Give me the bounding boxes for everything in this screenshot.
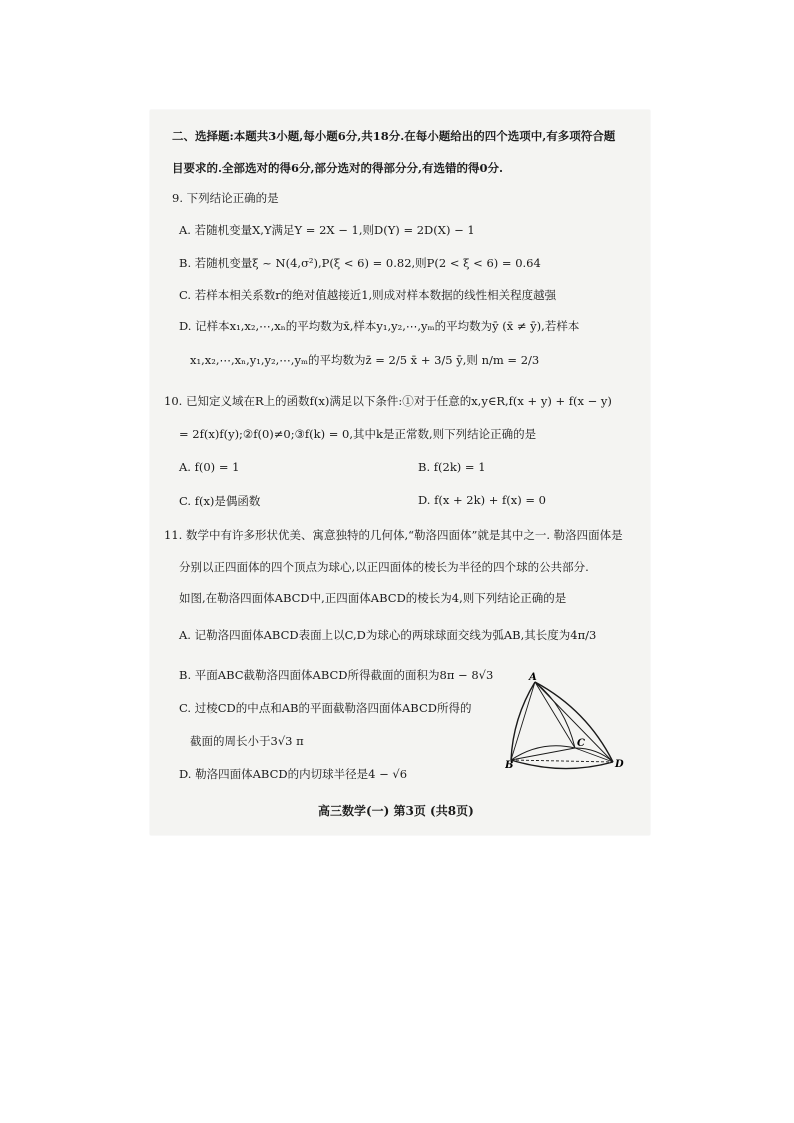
q9-option-d-line1: D. 记样本x₁,x₂,⋯,xₙ的平均数为x̄,样本y₁,y₂,⋯,yₘ的平均数为ȳ (x̄ ≠ ȳ),若样本 — [179, 319, 580, 333]
q11-option-b: B. 平面ABC截勒洛四面体ABCD所得截面的面积为8π − 8√3 — [179, 668, 494, 682]
section-heading-line2: 目要求的.全部选对的得6分,部分选对的得部分分,有选错的得0分. — [172, 161, 504, 175]
figure-label-b: B — [505, 760, 514, 771]
q9-option-d-line2: x₁,x₂,⋯,xₙ,y₁,y₂,⋯,yₘ的平均数为z̄ = 2/5 x̄ + 3/5 ȳ,则 n/m = 2/3 — [190, 353, 540, 367]
q10-option-a: A. f(0) = 1 — [179, 460, 240, 474]
q10-option-d: D. f(x + 2k) + f(x) = 0 — [418, 493, 546, 507]
q11-stem-line2: 分别以正四面体的四个顶点为球心,以正四面体的棱长为半径的四个球的公共部分. — [179, 560, 589, 574]
q11-option-c-line2: 截面的周长小于3√3 π — [190, 734, 304, 748]
q9-option-b: B. 若随机变量ξ ~ N(4,σ²),P(ξ < 6) = 0.82,则P(2 < ξ < 6) = 0.64 — [179, 256, 541, 270]
q9-option-a: A. 若随机变量X,Y满足Y = 2X − 1,则D(Y) = 2D(X) − 1 — [179, 223, 475, 237]
figure-edge-ad — [535, 682, 613, 762]
q11-option-a: A. 记勒洛四面体ABCD表面上以C,D为球心的两球球面交线为弧AB,其长度为4π/3 — [179, 628, 597, 642]
q10-stem-line1: 10. 已知定义域在R上的函数f(x)满足以下条件:①对于任意的x,y∈R,f(x + y) + f(x − y) — [164, 394, 612, 408]
q10-option-b: B. f(2k) = 1 — [418, 460, 486, 474]
figure-label-d: D — [615, 759, 624, 770]
figure-edge-ac — [535, 682, 575, 748]
figure-edge-ab — [511, 682, 535, 760]
section-heading-line1: 二、选择题:本题共3小题,每小题6分,共18分.在每小题给出的四个选项中,有多项符合题 — [172, 129, 616, 143]
q11-stem-line3: 如图,在勒洛四面体ABCD中,正四面体ABCD的棱长为4,则下列结论正确的是 — [179, 591, 567, 605]
q10-stem-line2: = 2f(x)f(y);②f(0)≠0;③f(k) = 0,其中k是正常数,则下列结论正确的是 — [179, 427, 537, 441]
q10-option-c: C. f(x)是偶函数 — [179, 494, 261, 508]
q9-option-c: C. 若样本相关系数r的绝对值越接近1,则成对样本数据的线性相关程度越强 — [179, 288, 557, 302]
q11-option-c-line1: C. 过棱CD的中点和AB的平面截勒洛四面体ABCD所得的 — [179, 701, 472, 715]
reuleaux-tetrahedron-figure — [505, 670, 625, 775]
q11-stem-line1: 11. 数学中有许多形状优美、寓意独特的几何体,“勒洛四面体”就是其中之一. 勒洛四面体是 — [164, 528, 623, 542]
q11-option-d: D. 勒洛四面体ABCD的内切球半径是4 − √6 — [179, 767, 408, 781]
figure-label-a: A — [529, 672, 537, 683]
q9-stem: 9. 下列结论正确的是 — [172, 191, 279, 205]
figure-label-c: C — [577, 738, 585, 749]
page-footer: 高三数学(一) 第3页 (共8页) — [318, 804, 474, 818]
figure-edge-bd — [511, 760, 613, 762]
